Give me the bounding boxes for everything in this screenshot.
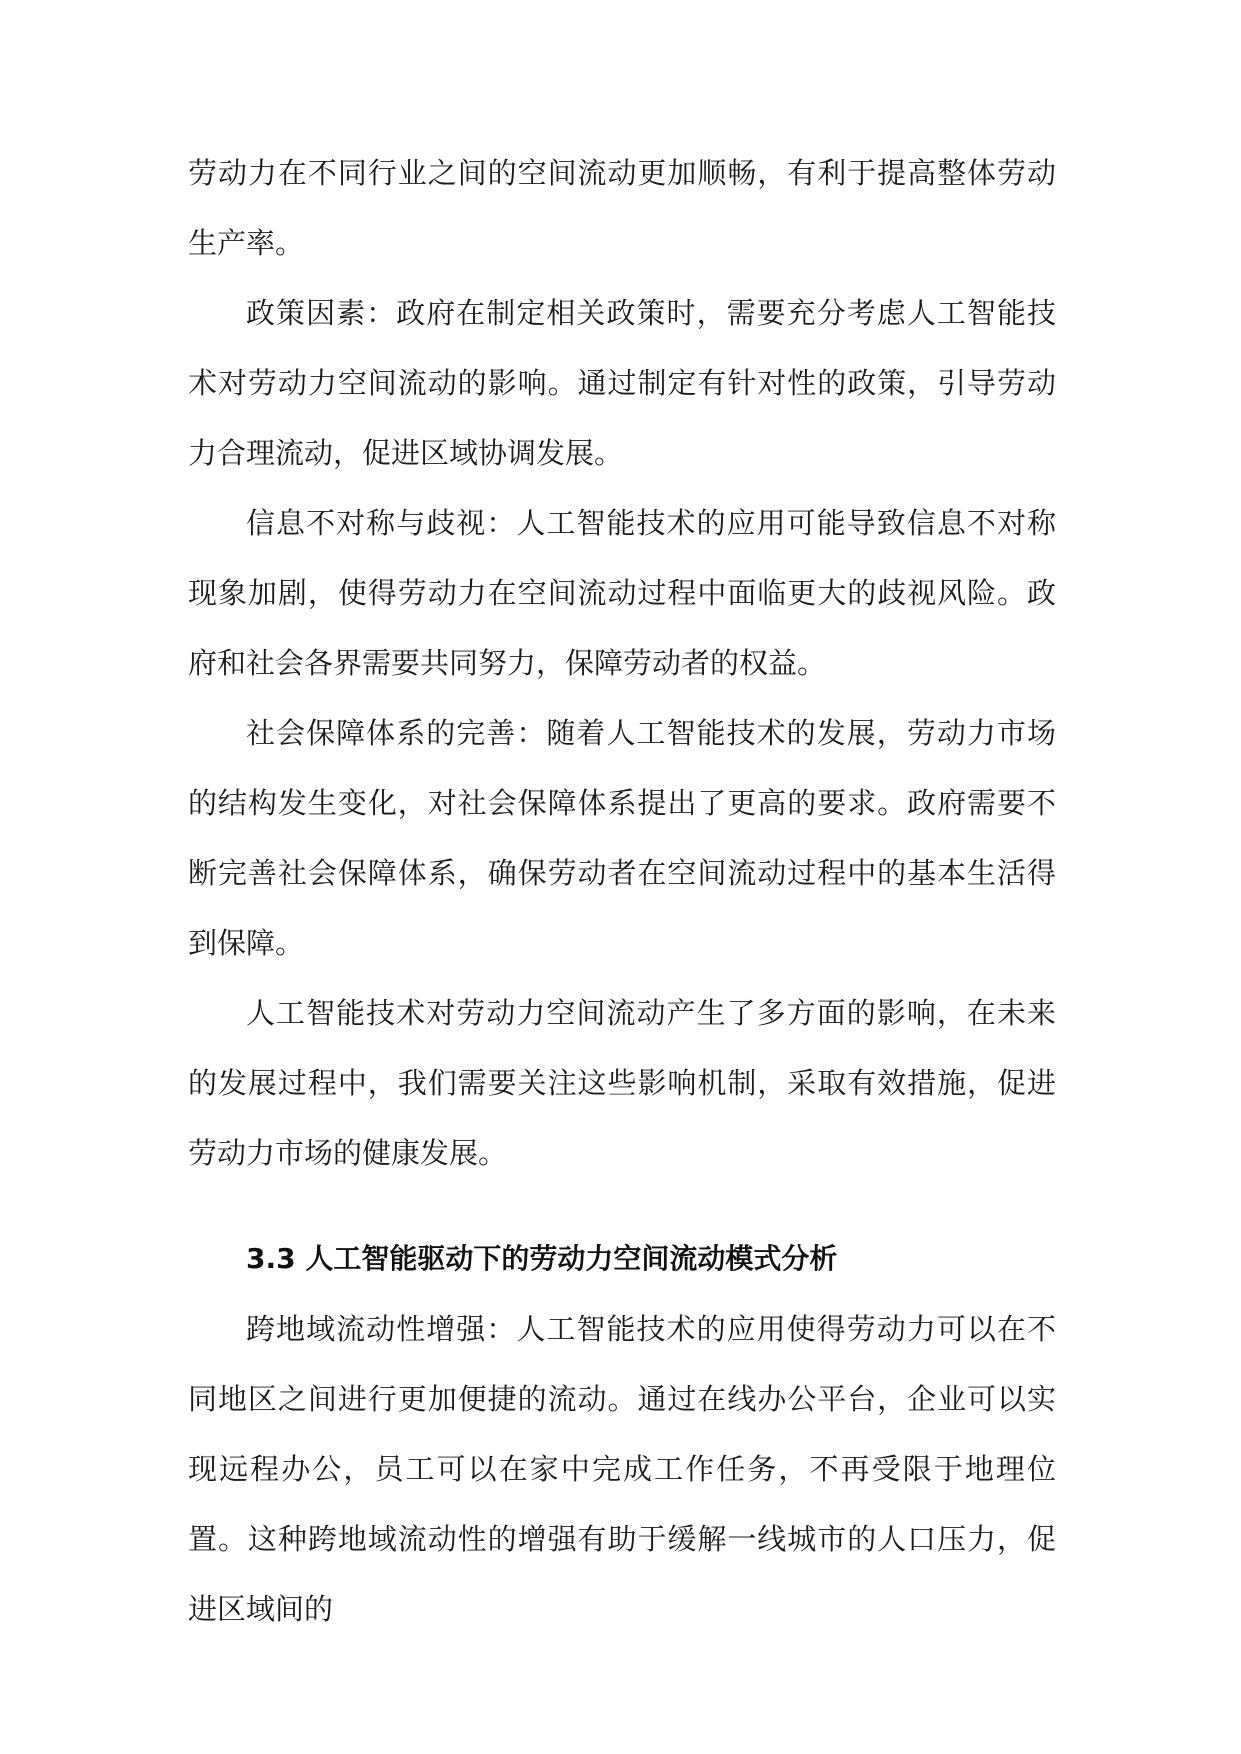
document-body xyxy=(188,138,1056,1644)
paragraph-cross-region-mobility: 跨地域流动性增强：人工智能技术的应用使得劳动力可以在不同地区之间进行更加便捷的流动。通过在线办公平台，企业可以实现远程办公，员工可以在家中完成工作任务，不再受限于地理位置。这种跨地域流动性的增强有助于缓解一线城市的人口压力，促进区域间的 xyxy=(188,1312,1056,1626)
section-heading-3-3: 3.3 人工智能驱动下的劳动力空间流动模式分析 xyxy=(246,1242,838,1275)
paragraph-productivity-continuation: 劳动力在不同行业之间的空间流动更加顺畅，有利于提高整体劳动生产率。 xyxy=(188,156,1056,260)
paragraph-social-security: 社会保障体系的完善：随着人工智能技术的发展，劳动力市场的结构发生变化，对社会保障体系提出了更高的要求。政府需要不断完善社会保障体系，确保劳动者在空间流动过程中的基本生活得到保障。 xyxy=(188,716,1056,960)
paragraph-summary: 人工智能技术对劳动力空间流动产生了多方面的影响，在未来的发展过程中，我们需要关注这些影响机制，采取有效措施，促进劳动力市场的健康发展。 xyxy=(188,996,1056,1170)
paragraph-policy-factors: 政策因素：政府在制定相关政策时，需要充分考虑人工智能技术对劳动力空间流动的影响。通过制定有针对性的政策，引导劳动力合理流动，促进区域协调发展。 xyxy=(188,296,1056,470)
paragraph-information-asymmetry: 信息不对称与歧视：人工智能技术的应用可能导致信息不对称现象加剧，使得劳动力在空间流动过程中面临更大的歧视风险。政府和社会各界需要共同努力，保障劳动者的权益。 xyxy=(188,506,1056,680)
